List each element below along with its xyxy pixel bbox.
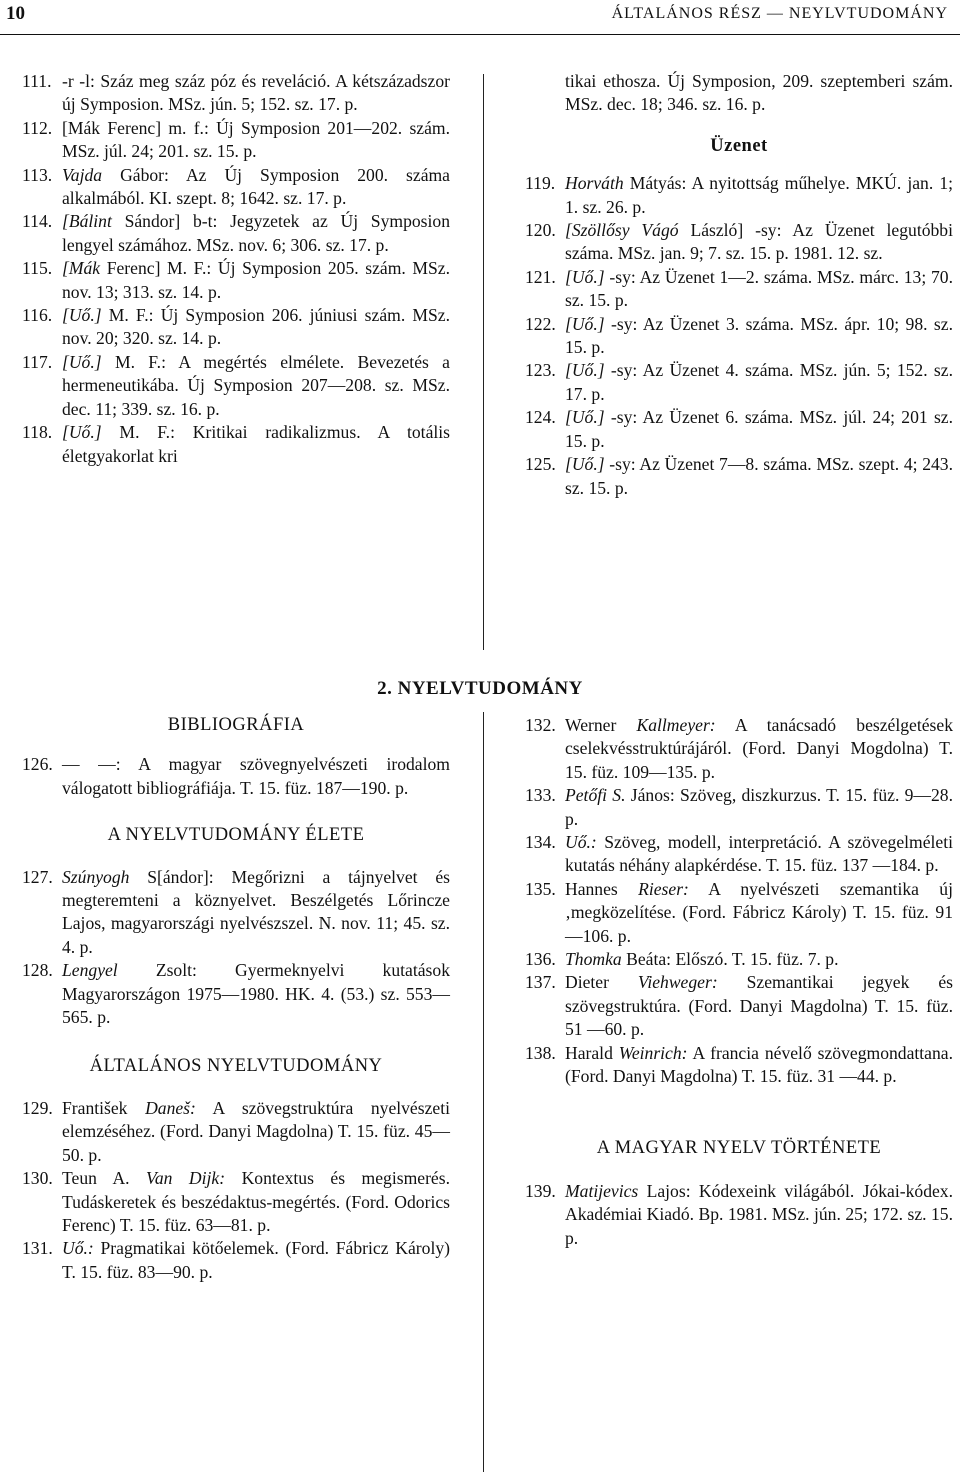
entry-130: 130. Teun A. Van Dijk: Kontextus és megismerés. Tudáskeretek és beszédaktus-megértés. (Ford. Odorics Ferenc) T. 15. füz. 63—81. p. (22, 1168, 450, 1235)
entry-115: 115. [Mák Ferenc] M. F.: Új Symposion 205. szám. MSz. nov. 13; 313. sz. 14. p. (22, 258, 450, 302)
bibliografia-heading: BIBLIOGRÁFIA (167, 715, 305, 735)
entry-128: 128. Lengyel Zsolt: Gyermeknyelvi kutatások Magyarországon 1975—1980. HK. 4. (53.) sz. 553—565. p. (22, 960, 450, 1028)
entry-114: 114. [Bálint Sándor] b-t: Jegyzetek az Új Symposion lengyel számához. MSz. nov. 6; 306. sz. 17. p. (22, 211, 450, 255)
entry-135: 135. Hannes Rieser: A nyelvészeti szemantika új ‚megközelítése. (Ford. Fábricz Károly) T. 15. füz. 91—106. p. (525, 878, 953, 946)
entry-125: 125. [Uő.] -sy: Az Üzenet 7—8. száma. MSz. szept. 4; 243. sz. 15. p. (525, 454, 953, 498)
top-left-column (22, 70, 450, 468)
entry-123: 123. [Uő.] -sy: Az Üzenet 4. száma. MSz. jún. 5; 152. sz. 17. p. (525, 360, 953, 404)
column-divider-bottom (483, 712, 484, 1472)
entry-124: 124. [Uő.] -sy: Az Üzenet 6. száma. MSz. júl. 24; 201 sz. 15. p. (525, 407, 953, 451)
section-title: 2. NYELVTUDOMÁNY (377, 678, 583, 699)
entry-139: 139. Matijevics Lajos: Kódexeink világából. Jókai-kódex. Akadémiai Kiadó. Bp. 1981. MSz. jún. 25; 172. sz. 15. p. (525, 1180, 953, 1248)
entry-113: 113. Vajda Gábor: Az Új Symposion 200. száma alkalmából. KI. szept. 8; 1642. sz. 17. p. (22, 164, 450, 209)
entry-126: 126. — —: A magyar szövegnyelvészeti irodalom válogatott bibliográfiája. T. 15. füz. 187—190. p. (22, 754, 450, 798)
entry-122: 122. [Uő.] -sy: Az Üzenet 3. száma. MSz. ápr. 10; 98. sz. 15. p. (525, 313, 953, 358)
entry-112: 112. [Mák Ferenc] m. f.: Új Symposion 201—202. szám. MSz. júl. 24; 201. sz. 15. p. (22, 117, 450, 162)
entry-127: 127. Szúnyogh S[ándor]: Megőrizni a tájnyelvet és megteremteni a köznyelvet. Beszélgetés Lőrincze Lajos, magyarországi nyelvészszel. N. nov. 11; 45. sz. 4. p. (22, 866, 450, 957)
page-header (0, 0, 960, 35)
entry-131: 131. Uő.: Pragmatikai kötőelemek. (Ford. Fábricz Károly) T. 15. füz. 83—90. p. (22, 1238, 450, 1282)
top-right-column (525, 70, 953, 500)
entry-120: 120. [Szöllősy Vágó László] -sy: Az Üzenet legutóbbi száma. MSz. jan. 9; 7. sz. 15. p. 1981. 12. sz. (525, 220, 953, 264)
entry-137: 137. Dieter Viehweger: Szemantikai jegyek és szövegstruktúra. (Ford. Danyi Magdolna) T. 15. füz. 51 —60. p. (525, 972, 953, 1040)
entry-134: 134. Uő.: Szöveg, modell, interpretáció. A szövegelméleti kutatás néhány alapkérdése. T. 15. füz. 137 —184. p. (525, 832, 953, 876)
running-title: ÁLTALÁNOS RÉSZ — NEYLVTUDOMÁNY (611, 5, 948, 22)
entry-133: 133. Petőfi S. János: Szöveg, diszkurzus. T. 15. füz. 9—28. p. (525, 785, 953, 829)
entry-117: 117. [Uő.] M. F.: A megértés elmélete. Bevezetés a hermeneutikába. Új Symposion 207—208. sz. MSz. dec. 11; 339. sz. 16. p. (22, 351, 450, 419)
bottom-left-column (22, 714, 450, 1284)
entry-111: 111. -r -l: Száz meg száz póz és reveláció. A kétszázadszor új Symposion. MSz. jún. 5; 152. sz. 17. p. (22, 71, 450, 115)
bottom-right-column (525, 714, 953, 1250)
entry-136: 136. Thomka Beáta: Előszó. T. 15. füz. 7. p. (525, 949, 839, 970)
entry-118: 118. [Uő.] M. F.: Kritikai radikalizmus. A totális életgyakorlat kri (22, 422, 450, 466)
altalanos-nyelvtudomany-heading: ÁLTALÁNOS NYELVTUDOMÁNY (89, 1056, 383, 1077)
entry-132: 132. Werner Kallmeyer: A tanácsadó beszélgetések cselekvésstruktúrájáról. (Ford. Danyi Mogdolna) T. 15. füz. 109—135. p. (525, 715, 953, 782)
entry-138: 138. Harald Weinrich: A francia névelő szövegmondattana. (Ford. Danyi Magdolna) T. 15. füz. 31 —44. p. (525, 1042, 953, 1087)
entry-121: 121. [Uő.] -sy: Az Üzenet 1—2. száma. MSz. márc. 13; 70. sz. 15. p. (525, 266, 953, 311)
entry-118-continued: tikai ethosza. Új Symposion, 209. szeptemberi szám. MSz. dec. 18; 346. sz. 16. p. (565, 71, 953, 115)
entry-119: 119. Horváth Mátyás: A nyitottság műhelye. MKÚ. jan. 1; 1. sz. 26. p. (525, 173, 953, 217)
page-number: 10 (6, 3, 25, 24)
uzenet-heading: Üzenet (710, 135, 768, 156)
entry-129: 129. František Daneš: A szövegstruktúra nyelvészeti elemzéséhez. (Ford. Danyi Magdolna) T. 15. füz. 45—50. p. (22, 1097, 450, 1165)
magyar-nyelv-tortenete-heading: A MAGYAR NYELV TÖRTÉNETE (596, 1137, 882, 1158)
column-divider-top (483, 74, 484, 650)
entry-116: 116. [Uő.] M. F.: Új Symposion 206. júniusi szám. MSz. nov. 20; 320. sz. 14. p. (22, 305, 450, 349)
nyelvtudomany-elete-heading: A NYELVTUDOMÁNY ÉLETE (107, 825, 365, 846)
